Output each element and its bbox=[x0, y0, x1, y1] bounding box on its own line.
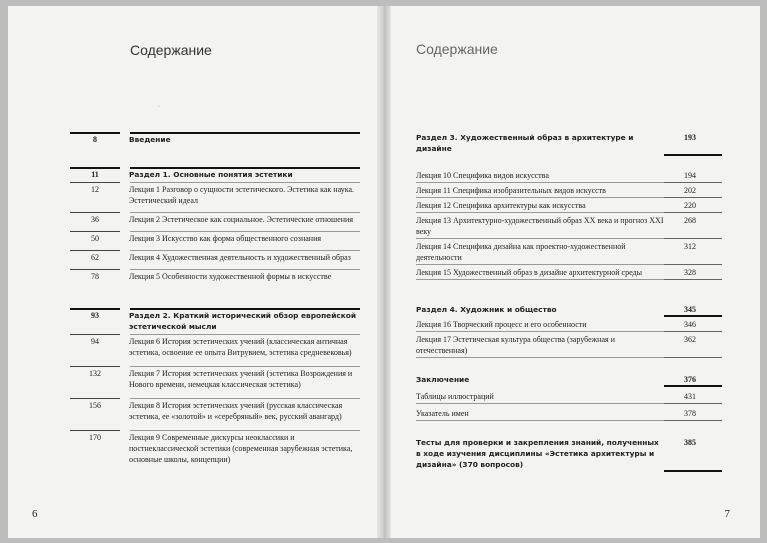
toc-page-number: 170 bbox=[89, 433, 101, 442]
toc-entry-title: Лекция 13 Архитектурно-художественный образ XX века и прогноз XXI веку bbox=[416, 216, 664, 236]
toc-right bbox=[416, 130, 726, 470]
toc-page-number: 431 bbox=[664, 391, 716, 402]
toc-section-row bbox=[70, 308, 360, 332]
toc-entry-row bbox=[416, 389, 726, 402]
toc-entry-title: Лекция 8 История эстетических учений (русская классическая эстетика, ее «золотой» и «серебряный» век, русский авангард) bbox=[120, 400, 360, 422]
toc-entry-title: Раздел 1. Основные понятия эстетики bbox=[120, 169, 360, 180]
toc-entry-title: Лекция 11 Специфика изобразительных видов искусств bbox=[416, 185, 664, 196]
print-speck: · bbox=[158, 104, 160, 110]
toc-entry-title: Раздел 2. Краткий исторический обзор европейской эстетической мысли bbox=[120, 310, 360, 332]
page-number: 6 bbox=[32, 508, 38, 520]
toc-entry-title: Раздел 4. Художник и общество bbox=[416, 305, 557, 314]
toc-page-number: 132 bbox=[89, 369, 101, 378]
toc-page-number: 193 bbox=[664, 132, 716, 154]
toc-entry-row bbox=[416, 168, 726, 181]
toc-entry-row bbox=[70, 430, 360, 465]
toc-section-row bbox=[70, 167, 360, 180]
toc-entry-row bbox=[416, 198, 726, 211]
toc-page-number: 346 bbox=[664, 319, 716, 330]
toc-entry-title: Лекция 9 Современные дискурсы неоклассики и постнеклассической эстетики (современная зарубежная эстетика, основные школы, концепции) bbox=[120, 432, 360, 465]
toc-entry-title: Лекция 14 Специфика дизайна как проектно-художественной деятельности bbox=[416, 241, 664, 263]
toc-page-number: 36 bbox=[91, 215, 99, 224]
toc-page-number: 385 bbox=[664, 437, 716, 470]
toc-entry-title: Лекция 10 Специфика видов искусства bbox=[416, 170, 664, 181]
toc-page-number: 8 bbox=[93, 135, 97, 144]
toc-page-number: 202 bbox=[664, 185, 716, 196]
toc-page-number: 94 bbox=[91, 337, 99, 346]
toc-page-number: 11 bbox=[91, 170, 99, 179]
toc-entry-row bbox=[70, 250, 360, 263]
toc-page-number: 93 bbox=[91, 311, 99, 320]
toc-entry-title: Лекция 16 Творческий процесс и его особенности bbox=[416, 319, 664, 330]
toc-entry-title: Указатель имен bbox=[416, 408, 664, 419]
toc-page-number: 12 bbox=[91, 185, 99, 194]
left-page bbox=[8, 6, 383, 538]
toc-entry-title: Лекция 4 Художественная деятельность и художественный образ bbox=[120, 252, 360, 263]
toc-entry-row bbox=[70, 269, 360, 282]
toc-section-row bbox=[416, 130, 726, 154]
toc-entry-title: Лекция 15 Художественный образ в дизайне архитектурной среды bbox=[416, 267, 664, 278]
toc-entry-row bbox=[70, 231, 360, 244]
toc-page-number: 78 bbox=[91, 272, 99, 281]
toc-section-row bbox=[416, 372, 726, 385]
toc-entry-title: Лекция 12 Специфика архитектуры как искусства bbox=[416, 200, 664, 211]
toc-entry-row bbox=[70, 366, 360, 390]
toc-page-number: 220 bbox=[664, 200, 716, 211]
toc-entry-row bbox=[416, 265, 726, 278]
toc-entry-row bbox=[70, 212, 360, 225]
toc-entry-row bbox=[416, 183, 726, 196]
right-page bbox=[383, 6, 760, 538]
page-number: 7 bbox=[724, 508, 730, 520]
toc-entry-row bbox=[70, 398, 360, 422]
page-heading: Содержание bbox=[416, 41, 498, 57]
toc-entry-title: Лекция 6 История эстетических учений (классическая античная эстетика, освоение ее опыта Витрувием, эстетика средневековья) bbox=[120, 336, 360, 358]
toc-entry-row bbox=[416, 317, 726, 330]
toc-entry-row bbox=[416, 406, 726, 419]
toc-entry-title: Лекция 2 Эстетическое как социальное. Эстетические отношения bbox=[120, 214, 360, 225]
toc-entry-title: Лекция 17 Эстетическая культура общества (зарубежная и отечественная) bbox=[416, 334, 664, 356]
toc-entry-row bbox=[416, 239, 726, 263]
toc-page-number: 378 bbox=[664, 408, 716, 419]
toc-page-number: 194 bbox=[664, 170, 716, 181]
toc-page-number: 268 bbox=[664, 215, 716, 237]
toc-page-number: 376 bbox=[664, 374, 716, 385]
book-spread bbox=[8, 6, 760, 538]
toc-left bbox=[70, 132, 360, 465]
toc-page-number: 345 bbox=[664, 304, 716, 315]
toc-page-number: 50 bbox=[91, 234, 99, 243]
toc-entry-title: Лекция 3 Искусство как форма общественного сознания bbox=[120, 233, 360, 244]
toc-entry-title: Таблицы иллюстраций bbox=[416, 391, 664, 402]
toc-section-row bbox=[416, 435, 726, 470]
toc-entry-row bbox=[416, 332, 726, 356]
book-gutter bbox=[377, 6, 391, 538]
toc-page-number: 312 bbox=[664, 241, 716, 263]
toc-entry-title: Лекция 7 История эстетических учений (эстетика Возрождения и Нового времени, немецкая классическая эстетика) bbox=[120, 368, 360, 390]
toc-entry-row bbox=[70, 182, 360, 206]
toc-page-number: 62 bbox=[91, 253, 99, 262]
toc-entry-title: Заключение bbox=[416, 375, 470, 384]
toc-entry-title: Введение bbox=[120, 134, 360, 145]
toc-page-number: 362 bbox=[664, 334, 716, 356]
toc-page-number: 328 bbox=[664, 267, 716, 278]
toc-entry-title: Раздел 3. Художественный образ в архитектуре и дизайне bbox=[416, 133, 634, 153]
toc-section-row bbox=[416, 302, 726, 315]
toc-section-row bbox=[70, 132, 360, 145]
toc-entry-title: Тесты для проверки и закрепления знаний, полученных в ходе изучения дисциплины «Эстетика архитектуры и дизайна» (370 вопросов) bbox=[416, 438, 659, 469]
toc-entry-title: Лекция 5 Особенности художественной формы в искусстве bbox=[120, 271, 360, 282]
page-heading: Содержание bbox=[130, 42, 212, 58]
toc-entry-row bbox=[416, 213, 726, 237]
toc-entry-row bbox=[70, 334, 360, 358]
toc-entry-title: Лекция 1 Разговор о сущности эстетического. Эстетика как наука. Эстетический идеал bbox=[120, 184, 360, 206]
toc-page-number: 156 bbox=[89, 401, 101, 410]
